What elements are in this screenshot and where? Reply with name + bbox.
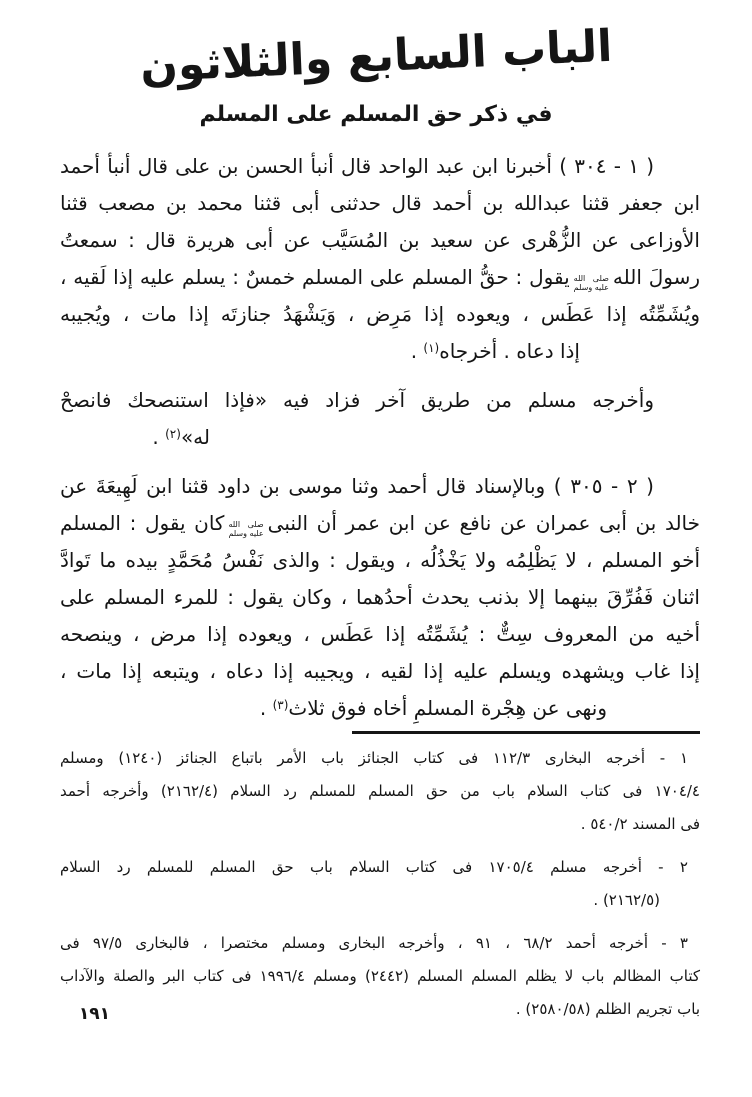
body-text-line: [60, 222, 700, 259]
text-segment: كان يقول : المسلم: [60, 511, 225, 535]
text-segment: رسولَ الله: [612, 265, 700, 289]
body-text-line: [60, 419, 210, 456]
body-text-line: [60, 505, 700, 542]
honorific-top: صلى الله: [228, 520, 264, 529]
text-segment: ( ٢ - ٣٠٥ ) وبالإسناد قال أحمد وثنا موسى بن داود قثنا ابن لَهِيعَةَ عن: [60, 474, 654, 498]
text-segment: أخيه من المعروف سِتٌّ : يُشَمِّتُه إذا عَطَس ، ويعوده إذا مرض ، وينصحه: [60, 622, 700, 646]
text-segment: يقول : حقُّ المسلم على المسلم خمسٌ : يسلم عليه إذا لَقيه ،: [60, 265, 570, 289]
text-segment: الأوزاعى عن الزُّهْرى عن سعيد بن المُسَيَّب عن أبى هريرة قال : سمعتُ: [60, 228, 700, 252]
fn-text-line: [60, 884, 660, 917]
fn-text-line: [60, 851, 688, 884]
text-segment: ويُشَمِّتُه إذا عَطَس ، ويعوده إذا مَرِض ، وَيَشْهَدُ جنازتَه إذا مات ، ويُجيبه: [60, 302, 700, 326]
honorific-bottom: عليه وسلم: [573, 283, 609, 292]
text-segment: .: [259, 696, 273, 720]
body-text-line: [60, 259, 700, 296]
text-segment: .: [152, 425, 166, 449]
body-text-line: [60, 382, 654, 419]
body-text-line: [60, 542, 700, 579]
text-segment: ابن جعفر قثنا عبدالله بن أحمد قال حدثنى أبى قثنا محمد بن مصعب قثنا: [60, 191, 700, 215]
text-segment: إذا دعاه . أخرجاه: [439, 339, 580, 363]
text-segment: (٢١٦٢/٥) .: [593, 891, 660, 909]
text-segment: ( ١ - ٣٠٤ ) أخبرنا ابن عبد الواحد قال أنبأ الحسن بن على قال أنبأ أحمد: [60, 154, 654, 178]
body-text-line: [60, 468, 654, 505]
footnote-reference: (٢): [165, 427, 181, 441]
footnotes-section: [60, 742, 700, 1026]
hadith-304: [60, 148, 700, 370]
text-segment: اثنان فَفُرِّقَ بينهما إلا بذنب يحدث أحدُهما ، وكان يقول : للمرء المسلم على: [60, 585, 700, 609]
text-segment: .: [410, 339, 424, 363]
body-text-line: [60, 616, 700, 653]
text-segment: كتاب المظالم باب لا يظلم المسلم المسلم (٢٤٤٢) ومسلم ١٩٩٦/٤ فى كتاب البر والصلة والآداب: [60, 967, 701, 985]
body-text-line: [60, 333, 580, 370]
footnote-2: [60, 851, 700, 917]
footnote-reference: (٣): [272, 698, 289, 712]
chapter-subtitle: في ذكر حق المسلم على المسلم: [199, 102, 553, 127]
footnote-reference: (١): [423, 341, 440, 355]
text-segment: ١٧٠٤/٤ فى كتاب السلام باب من حق المسلم للمسلم رد السلام (٢١٦٢/٤) وأخرجه أحمد: [60, 782, 700, 800]
text-segment: أخو المسلم ، لا يَظْلِمُه ولا يَخْذُلُه ، ويقول : والذى نَفْسُ مُحَمَّدٍ بيده ما تَوادَّ: [60, 548, 700, 572]
takhrij-muslim: [60, 382, 700, 456]
page-number: ١٩١: [78, 1004, 110, 1024]
salla-allahu-alayhi-wasallam-mark: [228, 520, 263, 538]
text-segment: باب تجريم الظلم (٢٥٨٠/٥٨) .: [515, 1000, 700, 1018]
honorific-bottom: عليه وسلم: [228, 529, 264, 538]
footnote-1: [60, 742, 700, 841]
body-text: [60, 148, 700, 727]
text-segment: ١ - أخرجه البخارى ١١٢/٣ فى كتاب الجنائز باب الأمر باتباع الجنائز (١٢٤٠) ومسلم: [60, 749, 688, 767]
text-segment: ٢ - أخرجه مسلم ١٧٠٥/٤ فى كتاب السلام باب حق المسلم للمسلم رد السلام: [60, 858, 688, 876]
chapter-title-calligraphy: الباب السابع والثلاثون: [138, 20, 614, 93]
text-segment: ٣ - أخرجه أحمد ٦٨/٢ ، ٩١ ، وأخرجه البخارى ومسلم مختصرا ، فالبخارى ٩٧/٥ فى: [60, 934, 688, 952]
body-text-line: [60, 296, 700, 333]
salla-allahu-alayhi-wasallam-mark: [574, 274, 609, 292]
fn-text-line: [60, 927, 688, 960]
text-segment: خالد بن أبى عمران عن نافع عن ابن عمر أن النبى: [267, 511, 700, 535]
fn-text-line: [60, 808, 700, 841]
honorific-top: صلى الله: [573, 274, 609, 283]
body-text-line: [60, 653, 700, 690]
fn-text-line: [60, 775, 700, 808]
text-segment: فى المسند ٥٤٠/٢ .: [580, 815, 700, 833]
fn-text-line: [60, 960, 700, 993]
fn-text-line: [60, 993, 700, 1026]
text-segment: إذا غاب ويشهده ويسلم عليه إذا لقيه ، ويجيبه إذا دعاه ، ويتبعه إذا مات ،: [60, 659, 700, 683]
footnote-separator: [352, 731, 700, 734]
text-segment: وأخرجه مسلم من طريق آخر فزاد فيه «فإذا استنصحك فانصحْ: [60, 388, 654, 412]
body-text-line: [60, 185, 700, 222]
body-text-line: [60, 579, 700, 616]
hadith-305: [60, 468, 700, 727]
chapter-header: [0, 18, 752, 130]
body-text-line: [60, 690, 607, 727]
footnote-3: [60, 927, 700, 1026]
text-segment: له»: [180, 425, 210, 449]
fn-text-line: [60, 742, 688, 775]
text-segment: ونهى عن هِجْرة المسلمِ أخاه فوق ثلاث: [288, 696, 607, 720]
body-text-line: [60, 148, 654, 185]
